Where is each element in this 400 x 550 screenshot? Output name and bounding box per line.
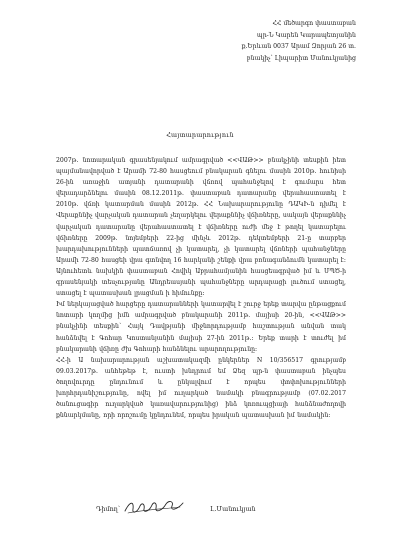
addressee-block [176, 18, 356, 64]
body-paragraph: 2007թ. նոտարական գրասենյակում ամրագրված <<ՎԱԹ>> բնակչինի տեսքին իետ պայմանավորված է Արամի 72-80 հասցեում բնակարան գնելու մասին 2010թ. հունիսի 26-ին առաջին ատյանի դատարանի վճռով պահանջելով է գումարս հետ վերադարձնելու մասին 08.12.2011թ. փաստաբան դատարանը վերահաստատել է 2010թ. վճռի կատարման մասին 2012թ. ՀՀ Նախարարությունը ԴԱԿԻ-ն դիմել է Վերաքննիչ վարչական դատարան չեղարկելու վերաքննիչ վճիռները, սակայն վերաքննիչ վարչական դատարանը վերահաստատել է վճիռները ուժի մեջ է թողել կատարելու վճիռները 2009թ. նոյեմբերի 22-ից մինչև 2012թ. դեկտեմբերի 21-ը տարբեր խարդախությունների պատճառով չի կատարել, չի կատարել վճռների պահանջները Արամի 72-80 հասցեի վրա գտնվող 16 հարկանի շենքի վրա բռնագանձումն կատարել է: Այնուհետև նախկին փաստաբան Հովիկ Աբրահամյանին հասցեագրված իմ և ՄՊԾ-ի գրասենյակի տեսչությանը Անդրեասյանի պահանջները արդարացի լուծում ստացել, ստացել է պատասխան լրացման ի հիմունքը: [56, 157, 346, 298]
addressee-line: բնակիչ՝ Լիպարիտ Մանուկյանից [246, 54, 356, 62]
signature-row [96, 499, 316, 519]
addressee-line: ՀՀ մեծարգո փաստաբան [272, 20, 356, 27]
signature-label: Դիմող՝ [96, 505, 121, 513]
addressee-line: պր-Ն Կարեն Կարապետյանին [256, 31, 356, 39]
document-title: Հայտարարություն [166, 131, 234, 139]
document-body [56, 155, 346, 421]
handwritten-signature [122, 497, 186, 517]
body-paragraph: ՀՀ-ի Ա նախարարության աշխատակազմի ընկերներ N 10/356517 գրությամբ 09.03.2017թ. անհեթեթ է, ուստի խնդրում եմ Ձեզ պր-ն փաստաբան ինչպես ծողովուրդը ընդունում և ընկալվում է որպես փոփոխությունների խորհրդանիշությունը, ովել իմ ուղարկած նամակի բնագրությամբ (07.02.2017 ծանուցագիր ուղարկված կառավարությունից) ինձ կոռուպցիայի հանձնաժողովի քննարկմանը, որի որոշումը կընդունեմ, որպես իրական պատասխան իմ նամակին: [56, 356, 346, 420]
addressee-line: ք.Երևան 0037 Արամ Զորյան 26 տ. [241, 43, 356, 51]
signature-name: Լ.Մանուկյան [210, 505, 256, 513]
body-paragraph: Իմ ներկայացված հարցերը դատարանների կատարվել է շուրջ երեք տարվա ընթացքում նոտարի կողմից իմն ամրագրված բնակարանի 2011թ. մայիսի 20-ին, <<ՎԱԹ>> բնակչինի տեսքին՝ Հայկ Դավթյանի միջնորդությամբ հաշտության անվան տակ հանձնվել է Գոհար Կոստանյանին մայիսի 27-ին 2011թ.: Երեք տարի է տուժել իմ բնակարանի վճիռը ժխ Գոհարի հանձնելու արարողությունը: [56, 301, 346, 353]
